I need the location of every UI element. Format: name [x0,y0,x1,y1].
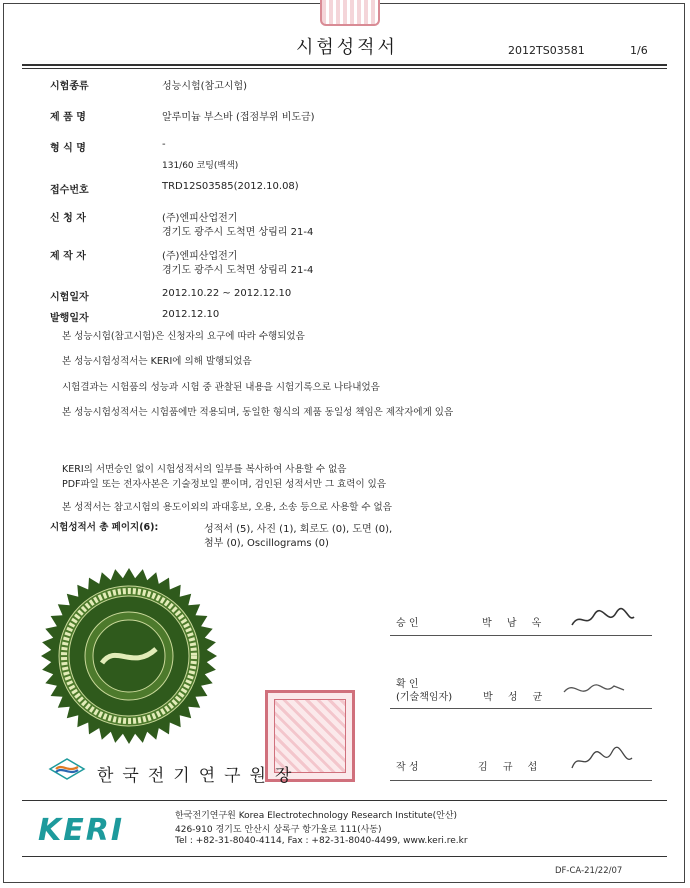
keri-wordmark: KERI [38,813,125,848]
gold-seal-icon [40,567,218,745]
signature-role-author: 작 성 [396,762,419,773]
signature-line [390,708,652,709]
total-pages-line1: 성적서 (5), 사진 (1), 회로도 (0), 도면 (0), [204,524,393,535]
statement-item: 본 성능시험성적서는 시험품에만 적용되며, 동일한 형식의 제품 동일성 책임은 제작자에게 있음 [62,407,454,418]
top-stamp-icon [320,0,380,26]
bottom-rule [22,856,667,857]
signature-role-approve: 승 인 [396,618,419,629]
organization-full-name: 한국전기연구원 Korea Electrotechnology Research Institute(안산) [175,811,458,821]
field-label-receipt-no: 접수번호 [50,185,89,196]
document-title: 시험성적서 [296,37,398,58]
signature-role-verify-extra: (기술책임자) [396,692,453,703]
notice-item: PDF파일 또는 전자사본은 기술정보일 뿐이며, 검인된 성적서만 그 효력이 있음 [62,479,387,490]
footer-rule [22,800,667,801]
field-label-issue-date: 발행일자 [50,313,89,324]
field-value-model: - [162,139,166,150]
field-value-manufacturer-address: 경기도 광주시 도척면 상림리 21-4 [162,265,314,276]
notice-item: 본 성적서는 참고시험의 용도이외의 과대홍보, 오용, 소송 등으로 사용할 수 없음 [62,502,392,513]
field-value-test-date: 2012.10.22 ~ 2012.12.10 [162,288,292,299]
statement-item: 본 성능시험성적서는 KERI에 의해 발행되었음 [62,356,252,367]
organization-address: 426-910 경기도 안산시 상록구 항가울로 111(사동) [175,825,382,835]
header-rule [22,64,667,66]
field-label-manufacturer: 제 작 자 [50,251,86,262]
field-value-issue-date: 2012.12.10 [162,309,220,320]
statement-item: 시험결과는 시험품의 성능과 시험 중 관찰된 내용을 시험기록으로 나타내었음 [62,382,380,393]
field-label-model: 형 식 명 [50,143,86,154]
total-pages-line2: 첨부 (0), Oscillograms (0) [204,538,329,549]
header-rule-thin [22,68,667,69]
field-value-product: 알루미늄 부스바 (접점부위 비도금) [162,112,315,123]
signature-name-approve: 박 남 옥 [482,618,548,629]
notice-item: KERI의 서면승인 없이 시험성적서의 일부를 복사하여 사용할 수 없음 [62,464,347,475]
signature-mark-icon [568,744,638,776]
signature-name-author: 김 규 섭 [478,762,544,773]
signature-role-verify: 확 인 [396,679,419,690]
signature-name-verify: 박 성 균 [483,692,549,703]
field-label-product: 제 품 명 [50,112,86,123]
keri-logo-icon [48,757,86,781]
field-value-receipt-no: TRD12S03585(2012.10.08) [162,181,299,192]
statement-item: 본 성능시험(참고시험)은 신청자의 요구에 따라 수행되었음 [62,331,305,342]
total-pages-label: 시험성적서 총 페이지(6): [50,522,159,533]
field-value-applicant-name: (주)엔피산업전기 [162,213,238,224]
field-value-test-type: 성능시험(참고시험) [162,81,248,92]
form-code: DF-CA-21/22/07 [555,866,623,876]
field-label-test-type: 시험종류 [50,81,89,92]
field-value-applicant-address: 경기도 광주시 도척면 상림리 21-4 [162,227,314,238]
page-number: 1/6 [630,44,648,57]
field-label-test-date: 시험일자 [50,292,89,303]
signature-mark-icon [568,605,638,633]
signature-line [390,635,652,636]
signature-mark-icon [560,676,630,702]
organization-contact: Tel : +82-31-8040-4114, Fax : +82-31-8040-4499, www.keri.re.kr [175,836,468,846]
signature-line [390,780,652,781]
field-label-applicant: 신 청 자 [50,213,86,224]
document-number: 2012TS03581 [508,44,585,57]
field-value-manufacturer-name: (주)엔피산업전기 [162,251,238,262]
organization-name: 한국전기연구원장 [97,766,301,786]
field-value-model-detail: 131/60 코팅(백색) [162,161,239,171]
